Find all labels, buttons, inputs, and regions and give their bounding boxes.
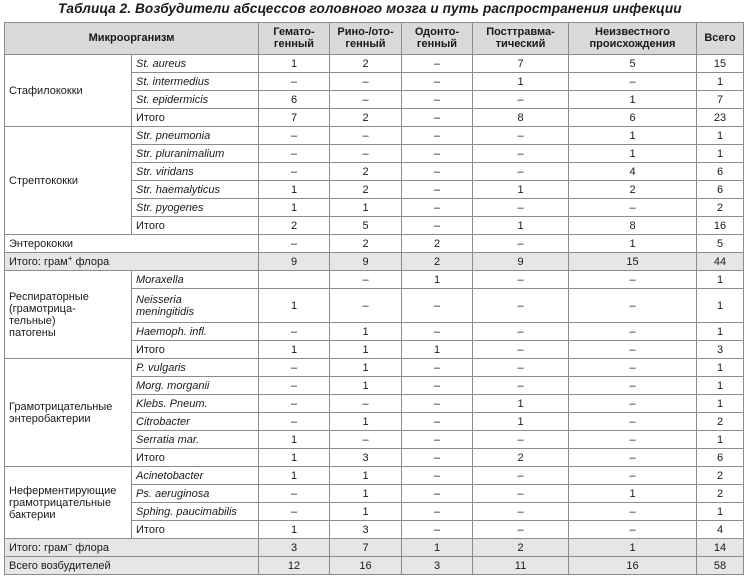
organism-name: Haemoph. infl. — [132, 323, 259, 341]
cell-odontogenic: – — [402, 377, 473, 395]
table-row — [5, 271, 744, 289]
cell-total: 6 — [697, 449, 744, 467]
cell-odontogenic: – — [402, 395, 473, 413]
cell-odontogenic: – — [402, 217, 473, 235]
cell-unknown-origin: 6 — [569, 109, 697, 127]
cell-unknown-origin: 5 — [569, 55, 697, 73]
cell-odontogenic: – — [402, 503, 473, 521]
cell-total: 1 — [697, 503, 744, 521]
cell-total: 1 — [697, 145, 744, 163]
cell-total: 6 — [697, 181, 744, 199]
cell-unknown-origin: – — [569, 431, 697, 449]
cell-odontogenic: – — [402, 199, 473, 217]
cell-total: 44 — [697, 253, 744, 271]
cell-hematogenous: – — [259, 323, 330, 341]
subtotal-label: Итого — [132, 521, 259, 539]
cell-rhino-oto: 1 — [330, 503, 402, 521]
cell-odontogenic: – — [402, 109, 473, 127]
cell-hematogenous: – — [259, 395, 330, 413]
cell-odontogenic: – — [402, 467, 473, 485]
cell-posttraumatic: – — [473, 521, 569, 539]
cell-hematogenous: – — [259, 377, 330, 395]
cell-hematogenous: 1 — [259, 199, 330, 217]
table-body — [5, 55, 744, 575]
organism-name: Str. pneumonia — [132, 127, 259, 145]
cell-rhino-oto: 2 — [330, 181, 402, 199]
cell-posttraumatic: 11 — [473, 557, 569, 575]
organism-name: Neisseria meningitidis — [132, 289, 259, 323]
cell-hematogenous: 1 — [259, 341, 330, 359]
cell-rhino-oto: 1 — [330, 377, 402, 395]
header-hematogenous: Гемато- генный — [259, 23, 330, 55]
table-row — [5, 467, 744, 485]
header-microorganism: Микроорганизм — [5, 23, 259, 55]
cell-unknown-origin: 1 — [569, 127, 697, 145]
cell-posttraumatic: 2 — [473, 539, 569, 557]
cell-odontogenic: – — [402, 323, 473, 341]
cell-hematogenous: 1 — [259, 449, 330, 467]
cell-unknown-origin: 1 — [569, 235, 697, 253]
cell-posttraumatic: – — [473, 323, 569, 341]
cell-posttraumatic: – — [473, 289, 569, 323]
group-name: Неферментирующие грамотрицательные бактерии — [5, 467, 132, 539]
cell-rhino-oto: – — [330, 431, 402, 449]
summary-label-suffix: флора — [72, 541, 109, 554]
cell-unknown-origin: 1 — [569, 145, 697, 163]
cell-unknown-origin: – — [569, 521, 697, 539]
cell-total: 1 — [697, 323, 744, 341]
cell-odontogenic: – — [402, 449, 473, 467]
organism-name: Moraxella — [132, 271, 259, 289]
cell-posttraumatic: – — [473, 271, 569, 289]
cell-odontogenic: 1 — [402, 341, 473, 359]
header-posttraumatic: Посттравма- тический — [473, 23, 569, 55]
cell-rhino-oto: 1 — [330, 199, 402, 217]
cell-odontogenic: – — [402, 145, 473, 163]
all-total-label — [5, 557, 259, 575]
group-name: Стафилококки — [5, 55, 132, 127]
cell-unknown-origin: – — [569, 73, 697, 91]
cell-unknown-origin: 1 — [569, 91, 697, 109]
cell-posttraumatic: – — [473, 467, 569, 485]
cell-odontogenic: – — [402, 289, 473, 323]
cell-posttraumatic: 1 — [473, 413, 569, 431]
cell-posttraumatic: 8 — [473, 109, 569, 127]
cell-unknown-origin: – — [569, 413, 697, 431]
header-rhino-oto: Рино-/ото- генный — [330, 23, 402, 55]
cell-posttraumatic: – — [473, 485, 569, 503]
cell-hematogenous: 1 — [259, 431, 330, 449]
cell-total: 1 — [697, 359, 744, 377]
cell-posttraumatic: 1 — [473, 73, 569, 91]
cell-odontogenic: – — [402, 431, 473, 449]
table-row — [5, 359, 744, 377]
cell-hematogenous: 1 — [259, 289, 330, 323]
gram-pos-total-row — [5, 253, 744, 271]
gram-neg-total-row — [5, 539, 744, 557]
cell-odontogenic: 2 — [402, 253, 473, 271]
cell-odontogenic: – — [402, 91, 473, 109]
cell-rhino-oto: – — [330, 271, 402, 289]
cell-unknown-origin: – — [569, 503, 697, 521]
cell-posttraumatic: – — [473, 199, 569, 217]
cell-posttraumatic: – — [473, 145, 569, 163]
subtotal-label: Итого — [132, 109, 259, 127]
cell-rhino-oto: 3 — [330, 521, 402, 539]
cell-posttraumatic: 1 — [473, 217, 569, 235]
cell-hematogenous: – — [259, 127, 330, 145]
subtotal-label: Итого — [132, 341, 259, 359]
all-total-row — [5, 557, 744, 575]
gram-sign: + — [67, 253, 73, 263]
cell-odontogenic: 1 — [402, 539, 473, 557]
cell-hematogenous: 7 — [259, 109, 330, 127]
cell-unknown-origin: 4 — [569, 163, 697, 181]
cell-posttraumatic: – — [473, 235, 569, 253]
cell-posttraumatic: – — [473, 377, 569, 395]
cell-hematogenous: 2 — [259, 217, 330, 235]
cell-total: 2 — [697, 199, 744, 217]
cell-posttraumatic: – — [473, 359, 569, 377]
cell-posttraumatic: – — [473, 431, 569, 449]
cell-total: 3 — [697, 341, 744, 359]
group-name: Стрептококки — [5, 127, 132, 235]
table-caption: Таблица 2. Возбудители абсцессов головного мозга и путь распространения инфекции — [58, 1, 682, 16]
header-total: Всего — [697, 23, 744, 55]
cell-total: 15 — [697, 55, 744, 73]
cell-hematogenous: – — [259, 359, 330, 377]
cell-odontogenic: – — [402, 521, 473, 539]
gram-pos-total-label — [5, 253, 259, 271]
cell-posttraumatic: 9 — [473, 253, 569, 271]
cell-total: 2 — [697, 413, 744, 431]
organism-name: P. vulgaris — [132, 359, 259, 377]
organism-name: Sphing. paucimabilis — [132, 503, 259, 521]
summary-label-text: Итого: грам — [9, 541, 68, 554]
organism-name: Str. viridans — [132, 163, 259, 181]
enterococci-row — [5, 235, 744, 253]
organism-name: Acinetobacter — [132, 467, 259, 485]
cell-rhino-oto: – — [330, 127, 402, 145]
organism-name: St. intermedius — [132, 73, 259, 91]
cell-unknown-origin: 16 — [569, 557, 697, 575]
summary-label-text: Энтерококки — [9, 237, 74, 250]
cell-posttraumatic: – — [473, 91, 569, 109]
cell-total: 4 — [697, 521, 744, 539]
cell-rhino-oto: – — [330, 145, 402, 163]
cell-odontogenic: 1 — [402, 271, 473, 289]
cell-hematogenous: 1 — [259, 467, 330, 485]
cell-total: 1 — [697, 431, 744, 449]
cell-unknown-origin: – — [569, 341, 697, 359]
organism-name: St. aureus — [132, 55, 259, 73]
cell-odontogenic: – — [402, 73, 473, 91]
cell-unknown-origin: – — [569, 199, 697, 217]
cell-unknown-origin: 1 — [569, 539, 697, 557]
cell-rhino-oto: 3 — [330, 449, 402, 467]
cell-unknown-origin: 15 — [569, 253, 697, 271]
cell-unknown-origin: – — [569, 467, 697, 485]
cell-rhino-oto: 1 — [330, 485, 402, 503]
enterococci-label — [5, 235, 259, 253]
cell-odontogenic: – — [402, 485, 473, 503]
organism-name: Morg. morganii — [132, 377, 259, 395]
cell-total: 1 — [697, 73, 744, 91]
cell-total: 1 — [697, 127, 744, 145]
cell-rhino-oto: 1 — [330, 323, 402, 341]
cell-unknown-origin: – — [569, 289, 697, 323]
cell-rhino-oto: 2 — [330, 109, 402, 127]
cell-hematogenous — [259, 271, 330, 289]
summary-label-text: Всего возбудителей — [9, 559, 111, 572]
cell-odontogenic: 2 — [402, 235, 473, 253]
cell-total: 16 — [697, 217, 744, 235]
cell-hematogenous: 9 — [259, 253, 330, 271]
cell-rhino-oto: 1 — [330, 359, 402, 377]
cell-rhino-oto: 5 — [330, 217, 402, 235]
cell-rhino-oto: 16 — [330, 557, 402, 575]
cell-hematogenous: 1 — [259, 55, 330, 73]
gram-sign: – — [67, 539, 73, 549]
organism-name: Serratia mar. — [132, 431, 259, 449]
header-unknown-origin: Неизвестного происхождения — [569, 23, 697, 55]
cell-rhino-oto: 1 — [330, 413, 402, 431]
cell-hematogenous: 6 — [259, 91, 330, 109]
summary-label-suffix: флора — [72, 255, 110, 268]
cell-total: 23 — [697, 109, 744, 127]
summary-label-text: Итого: грам — [9, 255, 68, 268]
cell-rhino-oto: 1 — [330, 341, 402, 359]
cell-total: 5 — [697, 235, 744, 253]
cell-rhino-oto: – — [330, 73, 402, 91]
cell-odontogenic: – — [402, 55, 473, 73]
cell-total: 2 — [697, 467, 744, 485]
organism-name: Str. pluranimalium — [132, 145, 259, 163]
cell-total: 1 — [697, 395, 744, 413]
table-row — [5, 55, 744, 73]
table-row — [5, 127, 744, 145]
cell-posttraumatic: 2 — [473, 449, 569, 467]
cell-posttraumatic: – — [473, 163, 569, 181]
cell-posttraumatic: 1 — [473, 395, 569, 413]
cell-unknown-origin: 8 — [569, 217, 697, 235]
organism-name: Str. haemalyticus — [132, 181, 259, 199]
cell-hematogenous: – — [259, 235, 330, 253]
organism-name: Citrobacter — [132, 413, 259, 431]
cell-hematogenous: – — [259, 503, 330, 521]
cell-total: 1 — [697, 377, 744, 395]
subtotal-label: Итого — [132, 217, 259, 235]
organism-name: Klebs. Pneum. — [132, 395, 259, 413]
cell-total: 1 — [697, 271, 744, 289]
cell-posttraumatic: – — [473, 503, 569, 521]
cell-unknown-origin: – — [569, 377, 697, 395]
group-name: Грамотрицательные энтеробактерии — [5, 359, 132, 467]
organism-name: St. epidermicis — [132, 91, 259, 109]
cell-posttraumatic: – — [473, 341, 569, 359]
cell-hematogenous: – — [259, 413, 330, 431]
group-name: Респираторные (грамотрица- тельные) патогены — [5, 271, 132, 359]
cell-unknown-origin: – — [569, 323, 697, 341]
cell-hematogenous: 12 — [259, 557, 330, 575]
cell-total: 1 — [697, 289, 744, 323]
cell-rhino-oto: 7 — [330, 539, 402, 557]
cell-hematogenous: 3 — [259, 539, 330, 557]
cell-posttraumatic: 7 — [473, 55, 569, 73]
cell-hematogenous: 1 — [259, 521, 330, 539]
cell-rhino-oto: 2 — [330, 163, 402, 181]
cell-total: 14 — [697, 539, 744, 557]
cell-odontogenic: – — [402, 181, 473, 199]
cell-unknown-origin: – — [569, 395, 697, 413]
cell-unknown-origin: 1 — [569, 485, 697, 503]
header-row — [5, 23, 744, 55]
cell-unknown-origin: – — [569, 271, 697, 289]
cell-hematogenous: – — [259, 73, 330, 91]
cell-rhino-oto: 1 — [330, 467, 402, 485]
cell-total: 2 — [697, 485, 744, 503]
pathogens-table — [4, 22, 744, 575]
cell-total: 7 — [697, 91, 744, 109]
cell-odontogenic: 3 — [402, 557, 473, 575]
subtotal-label: Итого — [132, 449, 259, 467]
cell-rhino-oto: – — [330, 395, 402, 413]
cell-hematogenous: – — [259, 145, 330, 163]
cell-odontogenic: – — [402, 163, 473, 181]
gram-neg-total-label — [5, 539, 259, 557]
organism-name: Str. pyogenes — [132, 199, 259, 217]
cell-unknown-origin: 2 — [569, 181, 697, 199]
cell-rhino-oto: – — [330, 91, 402, 109]
cell-rhino-oto: 2 — [330, 55, 402, 73]
cell-unknown-origin: – — [569, 359, 697, 377]
cell-unknown-origin: – — [569, 449, 697, 467]
cell-hematogenous: – — [259, 485, 330, 503]
cell-total: 58 — [697, 557, 744, 575]
organism-name: Ps. aeruginosa — [132, 485, 259, 503]
cell-rhino-oto: 2 — [330, 235, 402, 253]
cell-posttraumatic: – — [473, 127, 569, 145]
cell-rhino-oto: – — [330, 289, 402, 323]
cell-odontogenic: – — [402, 359, 473, 377]
cell-total: 6 — [697, 163, 744, 181]
cell-odontogenic: – — [402, 413, 473, 431]
header-odontogenic: Одонто- генный — [402, 23, 473, 55]
cell-odontogenic: – — [402, 127, 473, 145]
cell-hematogenous: 1 — [259, 181, 330, 199]
cell-posttraumatic: 1 — [473, 181, 569, 199]
cell-hematogenous: – — [259, 163, 330, 181]
cell-rhino-oto: 9 — [330, 253, 402, 271]
